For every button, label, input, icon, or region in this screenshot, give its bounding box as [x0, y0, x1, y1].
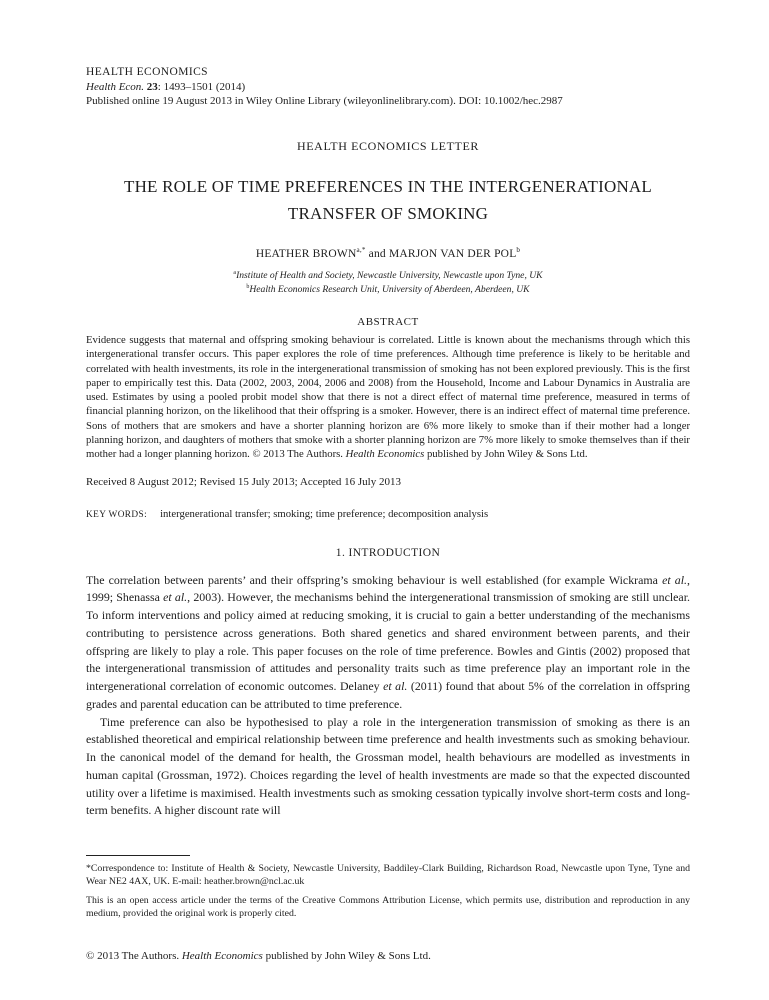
article-type-heading: HEALTH ECONOMICS LETTER: [296, 139, 480, 153]
journal-citation: [86, 81, 690, 93]
et-al-citation: et al.: [662, 572, 688, 587]
license-footnote: This is an open access article under the terms of the Creative Commons Attribution License, which permits use, distribution and reproduction in any medium, provided the original work is properly cited.: [86, 894, 690, 919]
received-revised-accepted-line: Received 8 August 2012; Revised 15 July 2013; Accepted 16 July 2013: [86, 475, 401, 488]
affiliation-marker: a: [233, 269, 237, 276]
introduction-paragraph-2: Time preference can also be hypothesised to play a role in the intergeneration transmission of smoking as there is an established theoretical and empirical relationship between time preference and health investments such as smoking behaviour. In the canonical model of the demand for health, the Grossman model, health behaviours are modelled as investments in human capital (Grossman, 1972). Choices regarding the level of health investments are made so that the expected discounted utility over a lifetime is maximised. Health investments such as smoking cessation typically involve short-term costs and long-term benefits. A higher discount rate will: [86, 714, 690, 818]
keywords-label: KEY WORDS:: [86, 509, 148, 520]
authors-line: [86, 248, 690, 260]
paragraph-text: (2011) found that about 5% of the correlation in offspring grades and parental education can be attributed to time preference.: [86, 679, 690, 711]
citation-pages: : 1493–1501 (2014): [157, 80, 246, 93]
authors-connector: and: [365, 248, 389, 260]
paragraph-text: , 1999; Shenassa: [86, 572, 690, 605]
abstract-heading: ABSTRACT: [357, 316, 419, 328]
citation-volume: 23: [144, 80, 158, 93]
author-affiliation-marker: a,*: [356, 246, 366, 255]
introduction-paragraph-1: [86, 572, 690, 714]
abstract-journal-name: Health Economics: [345, 448, 425, 461]
section-heading-introduction: 1. INTRODUCTION: [335, 546, 441, 559]
published-online-line: Published online 19 August 2013 in Wiley Online Library (wileyonlinelibrary.com). DOI: 10.1002/hec.2987: [86, 95, 563, 107]
affiliation-line: [86, 283, 690, 297]
keywords-line: [86, 508, 690, 520]
citation-journal-abbrev: Health Econ.: [86, 80, 145, 93]
affiliation-marker: b: [246, 283, 250, 290]
affiliation-text: Institute of Health and Society, Newcastle University, Newcastle upon Tyne, UK: [236, 270, 543, 281]
abstract-text: Evidence suggests that maternal and offspring smoking behaviour is correlated. Little is known about the mechanisms through which this intergenerational transfer occurs. This paper explores the role of time preferences. Although time preference is likely to be heritable and correlated with health investments, its role in the intergenerational transmission of smoking has not been explored previously. This is the first paper to empirically test this. Data (2002, 2003, 2004, 2006 and 2008) from the Household, Income and Labour Dynamics in Australia are used. Estimates by using a pooled probit model show that there is not a direct effect of maternal time preference, measured in terms of financial planning horizon, on the likelihood that their offspring is a smoker. However, there is an indirect effect of maternal time preference. Sons of mothers that are smokers and have a shorter planning horizon are 6% more likely to smoke than if their mother had a longer planning horizon, and daughters of mothers that smoke with a shorter planning horizon are 7% more likely to smoke themselves than if their mother had a longer planning horizon. © 2013 The Authors.: [86, 334, 690, 461]
abstract-body: [86, 333, 690, 462]
footer-copyright: © 2013 The Authors.: [86, 950, 182, 962]
author-name: HEATHER BROWN: [255, 248, 357, 260]
author-affiliation-marker: b: [516, 246, 521, 255]
paragraph-text: , 2003). However, the mechanisms behind the intergenerational transmission of smoking are still unclear. To inform interventions and policy aimed at reducing smoking, it is crucial to gain a better understanding of the mechanisms contributing to persistence across generations. Both shared genetics and shared environment between parents, and their offspring are likely to play a role. This paper focuses on the role of time preference. Bowles and Gintis (2002) proposed that the intergenerational transmission of attitudes and personality traits such as time preference play an important role in the intergenerational correlation of economic outcomes. Delaney: [86, 590, 690, 694]
et-al-citation: et al.: [163, 590, 188, 605]
footnote-rule: [86, 855, 190, 856]
journal-name: HEALTH ECONOMICS: [86, 66, 208, 78]
author-name: MARJON VAN DER POL: [388, 248, 517, 260]
affiliation-text: Health Economics Research Unit, University of Aberdeen, Aberdeen, UK: [249, 284, 530, 295]
journal-header: [86, 66, 690, 107]
footer-publisher: published by John Wiley & Sons Ltd.: [262, 950, 431, 962]
page-content: [86, 66, 690, 820]
footnote-block: [86, 855, 690, 920]
page-footer: [86, 950, 431, 962]
correspondence-footnote: *Correspondence to: Institute of Health & Society, Newcastle University, Baddiley-Clark Building, Richardson Road, Newcastle upon Tyne, Tyne and Wear NE2 4AX, UK. E-mail: heather.brown@ncl.ac.uk: [86, 863, 690, 888]
affiliation-line: [86, 269, 690, 283]
paragraph-text: The correlation between parents’ and their offspring’s smoking behaviour is well established (for example Wickrama: [86, 572, 663, 587]
article-title: THE ROLE OF TIME PREFERENCES IN THE INTERGENERATIONAL TRANSFER OF SMOKING: [124, 177, 652, 223]
affiliations-block: [86, 269, 690, 297]
footer-journal-name: Health Economics: [181, 950, 263, 962]
abstract-text-end: published by John Wiley & Sons Ltd.: [424, 448, 588, 461]
et-al-citation: et al.: [383, 679, 408, 694]
keywords-text: intergenerational transfer; smoking; time preference; decomposition analysis: [160, 507, 489, 520]
